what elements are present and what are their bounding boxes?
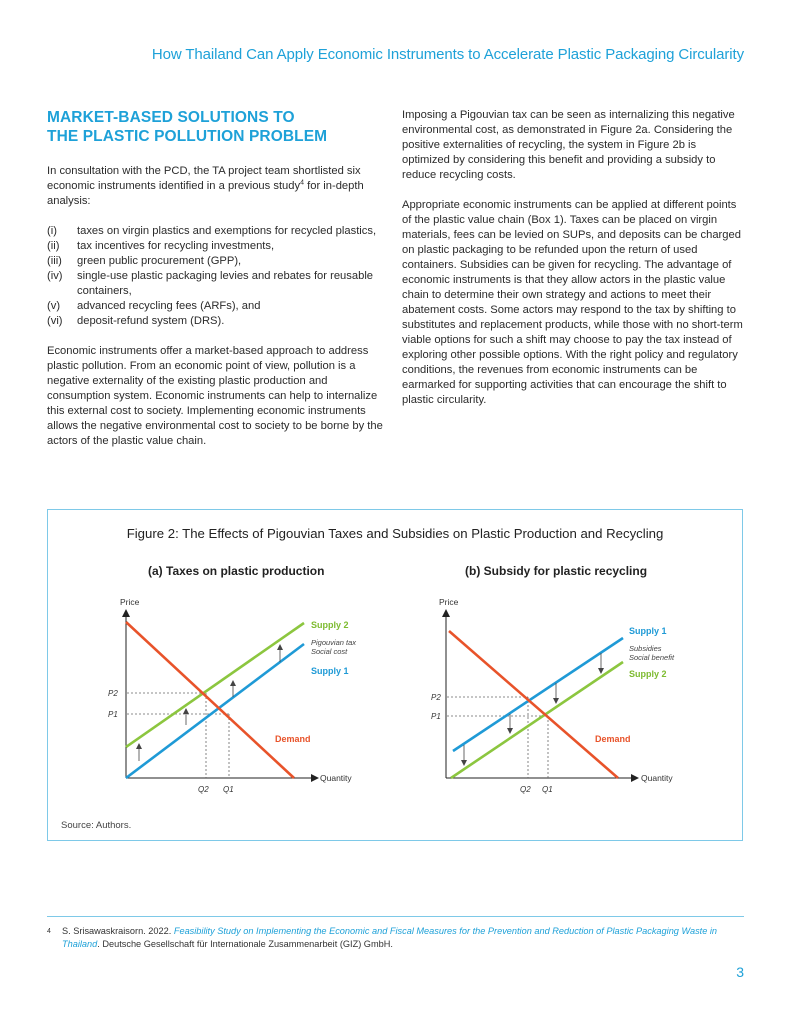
chart-b-q2-label: Q2 [520,785,531,794]
list-number: (v) [47,300,61,312]
chart-b-p1-label: P1 [431,712,441,721]
chart-a-price-label: Price [120,597,140,607]
chart-a-subtitle: (a) Taxes on plastic production [148,564,325,578]
chart-b-supply1-label: Supply 1 [629,626,667,636]
section-title-line2: THE PLASTIC POLLUTION PROBLEM [47,128,328,145]
chart-b-price-label: Price [439,597,459,607]
section-title-line1: MARKET-BASED SOLUTIONS TO [47,109,295,126]
footnote-divider [47,916,744,917]
list-item [47,269,385,299]
chart-a-supply2-line [126,623,304,747]
list-item [47,254,385,269]
chart-b-subsidy-note: Subsidies [629,644,662,653]
chart-b [431,597,675,794]
figure-title: Figure 2: The Effects of Pigouvian Taxes and Subsidies on Plastic Production and Recycling [126,526,664,541]
footnote-author: S. Srisawaskraisorn. 2022. [62,926,174,936]
chart-a-q2-label: Q2 [198,785,209,794]
chart-a-p1-label: P1 [108,710,118,719]
footnote-reference[interactable]: 4 [300,179,304,187]
chart-a-supply1-label: Supply 1 [311,666,349,676]
list-text: taxes on virgin plastics and exemptions for recycled plastics, [77,225,377,237]
figure-graphics [48,510,742,840]
list-item [47,239,385,254]
chart-a-p2-label: P2 [108,689,118,698]
list-text: tax incentives for recycling investments, [77,240,275,252]
running-header: How Thailand Can Apply Economic Instruments to Accelerate Plastic Packaging Circularity [151,46,744,63]
chart-a-cost-note: Social cost [311,647,348,656]
intro-text: In consultation with the PCD, the TA project team shortlisted six economic instruments identified in a previous study [47,165,361,192]
chart-a-tax-note: Pigouvian tax [311,638,357,647]
list-number: (iv) [47,270,63,282]
list-number: (i) [47,225,57,237]
list-text: green public procurement (GPP), [77,255,242,267]
list-text: deposit-refund system (DRS). [77,315,225,327]
right-column [402,108,747,423]
page-number: 3 [736,964,744,980]
chart-b-supply2-label: Supply 2 [629,669,667,679]
footnote-publisher: . Deutsche Gesellschaft für Internationale Zusammenarbeit (GIZ) GmbH. [97,939,393,949]
list-number: (ii) [47,240,60,252]
chart-a-demand-line [126,622,294,778]
chart-a-demand-label: Demand [275,734,311,744]
chart-a [108,597,356,794]
figure-box [47,509,743,841]
footnote-text [47,925,737,951]
chart-b-benefit-note: Social benefit [629,653,675,662]
economic-instruments-paragraph: Economic instruments offer a market-based approach to address plastic pollution. From an economic point of view, pollution is a negative externality of the existing plastic production and consumption system. Economic instruments can help to internalize this external cost to society. Implementing economic instruments allows the negative environmental cost to society to be borne by the actors of the plastic value chain. [47,345,383,447]
list-item [47,314,385,329]
chart-b-p2-label: P2 [431,693,441,702]
chart-b-subtitle: (b) Subsidy for plastic recycling [465,564,648,578]
section-title [47,108,385,146]
list-number: (vi) [47,315,63,327]
intro-paragraph [47,164,385,209]
chart-a-supply2-label: Supply 2 [311,620,349,630]
list-text: advanced recycling fees (ARFs), and [77,300,261,312]
chart-a-q1-label: Q1 [223,785,234,794]
chart-a-quantity-label: Quantity [320,773,352,783]
list-text: single-use plastic packaging levies and rebates for reusable containers, [77,270,374,297]
footnote-mark: 4 [47,928,51,935]
footnote [47,925,737,951]
value-chain-paragraph: Appropriate economic instruments can be applied at different points of the plastic value chain (Box 1). Taxes can be placed on virgin materials, fees can be levied on SUPs, and deposits can be charged on plastic packaging to be refunded upon the return of used containers. Subsidies can be given for recycling. The advantage of economic instruments is that they allow actors in the plastic value chain to determine their own strategy and actions to meet their abatement costs. Some actors may respond to the tax by shifting to substitutes and replacement products, while those with no short-term viable options for such a shift may choose to pay the tax instead of exploring other possible options. With the right policy and regulatory conditions, the revenues from economic instruments can be earmarked for supporting activities that can encourage the shift to plastic circularity. [402,199,743,406]
chart-b-demand-label: Demand [595,734,631,744]
footnote-link[interactable]: Feasibility Study on Implementing the Economic and Fiscal Measures for the Prevention and Reduction of Plastic Packaging Waste in Thailand [62,926,718,949]
chart-a-supply1-line [126,644,304,778]
instrument-list [47,224,385,329]
list-item [47,299,385,314]
list-number: (iii) [47,255,62,267]
intro-text-end: for in-depth analysis: [47,180,364,207]
list-item [47,224,385,239]
chart-b-quantity-label: Quantity [641,773,673,783]
figure-source: Source: Authors. [61,820,132,831]
left-column [47,108,385,464]
pigouvian-paragraph: Imposing a Pigouvian tax can be seen as internalizing this negative environmental cost, as demonstrated in Figure 2a. Considering the positive externalities of recycling, the system in Figure 2b is optimized by considering this benefit and providing a subsidy to reduce recycling costs. [402,109,735,181]
chart-b-q1-label: Q1 [542,785,553,794]
chart-b-demand-line [449,631,618,778]
